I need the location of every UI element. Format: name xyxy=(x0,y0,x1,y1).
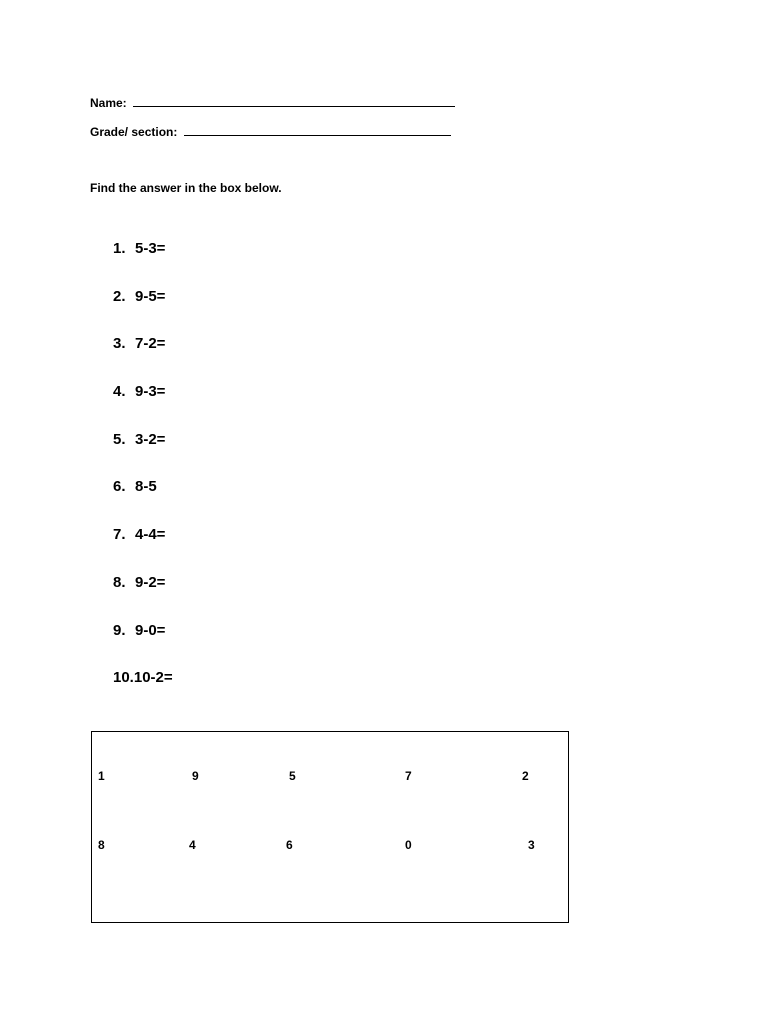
answer-choice: 3 xyxy=(528,838,535,852)
problem-number: 10. xyxy=(113,669,134,687)
problem-number: 8. xyxy=(113,573,126,591)
answer-choice: 4 xyxy=(189,838,196,852)
problem-text: 9-5= xyxy=(135,287,166,305)
answer-choices-box xyxy=(91,731,569,923)
problem-item xyxy=(113,335,173,383)
problem-text: 9-0= xyxy=(135,621,166,639)
answer-choice: 8 xyxy=(98,838,105,852)
name-field xyxy=(90,94,455,110)
problem-item xyxy=(113,240,173,288)
problem-number: 2. xyxy=(113,287,126,305)
problem-number: 4. xyxy=(113,383,126,401)
answer-choice: 0 xyxy=(405,838,412,852)
problem-item xyxy=(113,526,173,574)
name-label: Name: xyxy=(90,96,127,110)
problem-text: 3-2= xyxy=(135,430,166,448)
problem-text: 4-4= xyxy=(135,526,166,544)
problem-item xyxy=(113,431,173,479)
answer-choice: 9 xyxy=(192,769,199,783)
problem-number: 7. xyxy=(113,526,126,544)
answer-choice: 5 xyxy=(289,769,296,783)
grade-section-label: Grade/ section: xyxy=(90,125,178,139)
problem-number: 5. xyxy=(113,430,126,448)
problem-text: 5-3= xyxy=(135,240,166,257)
problem-item xyxy=(113,288,173,336)
answer-choice: 2 xyxy=(522,769,529,783)
problem-item xyxy=(113,622,173,670)
problem-text: 7-2= xyxy=(135,335,166,353)
answer-choice: 6 xyxy=(286,838,293,852)
instruction-text: Find the answer in the box below. xyxy=(90,181,282,195)
problem-number: 6. xyxy=(113,478,126,496)
problem-item xyxy=(113,669,173,717)
grade-section-field xyxy=(90,123,451,139)
answer-choice: 1 xyxy=(98,769,105,783)
problem-text: 9-2= xyxy=(135,573,166,591)
problem-item xyxy=(113,383,173,431)
problem-text: 8-5 xyxy=(135,478,157,496)
problem-number: 1. xyxy=(113,240,126,257)
problem-number: 9. xyxy=(113,621,126,639)
problem-item xyxy=(113,574,173,622)
grade-section-blank[interactable] xyxy=(184,123,451,136)
problem-text: 9-3= xyxy=(135,383,166,401)
answer-choice: 7 xyxy=(405,769,412,783)
problem-text: 10-2= xyxy=(133,669,173,687)
problem-list xyxy=(113,240,173,717)
name-blank[interactable] xyxy=(133,94,455,107)
problem-number: 3. xyxy=(113,335,126,353)
problem-item xyxy=(113,478,173,526)
